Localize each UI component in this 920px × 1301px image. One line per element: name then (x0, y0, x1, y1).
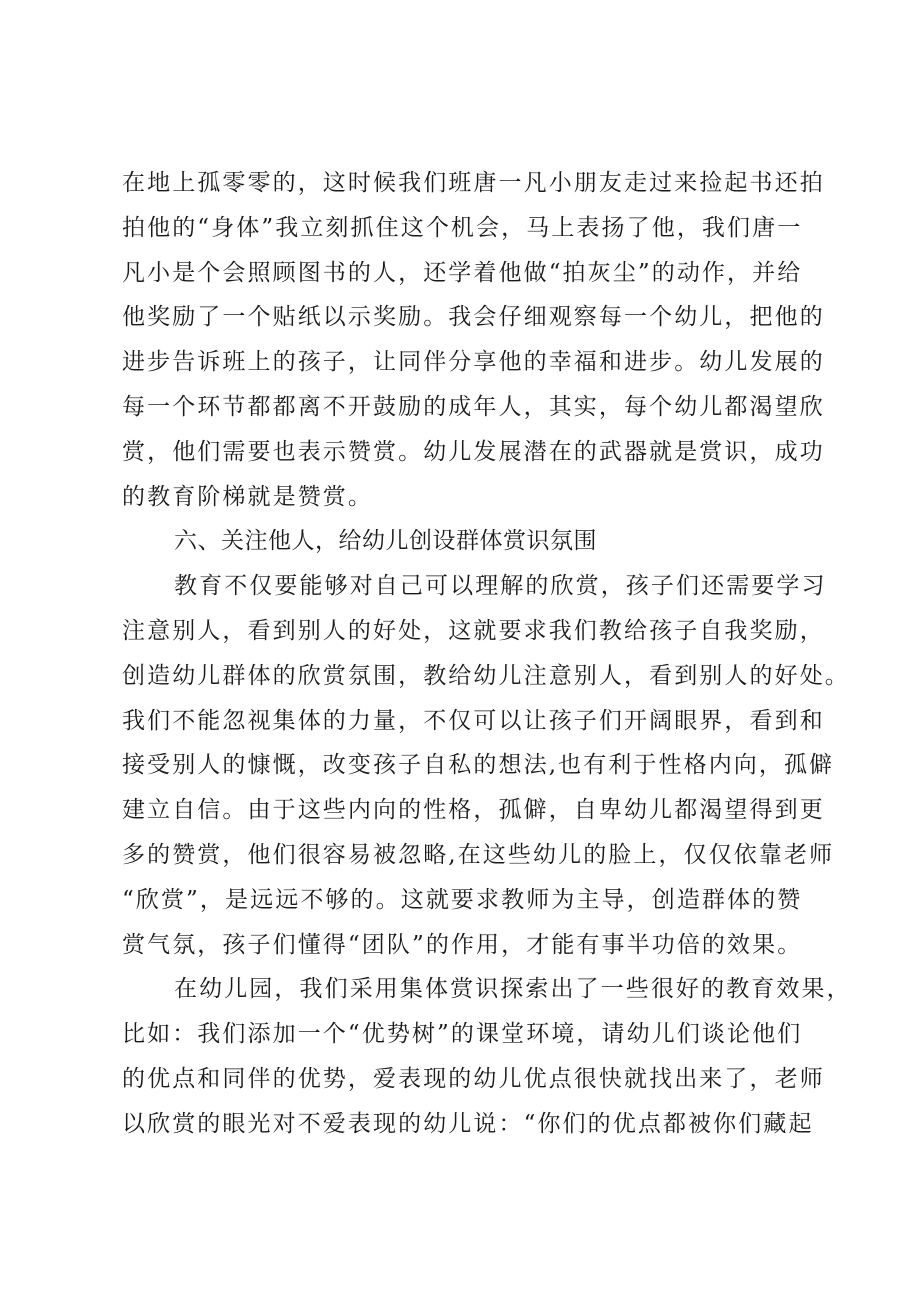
paragraph (122, 564, 850, 967)
text-line: 拍他的“身体”我立刻抓住这个机会，马上表扬了他，我们唐一 (122, 214, 803, 241)
text-line: 赏气氛，孩子们懂得“团队”的作用，才能有事半功倍的效果。 (122, 931, 803, 958)
text-line: 以欣赏的眼光对不爱表现的幼儿说：“你们的优点都被你们藏起 (122, 1110, 814, 1137)
text-line: “欣赏”，是远远不够的。这就要求教师为主导，创造群体的赞 (122, 886, 803, 913)
text-line: 教育不仅要能够对自己可以理解的欣赏，孩子们还需要学习 (174, 573, 827, 600)
text-line: 接受别人的慷慨，改变孩子自私的想法,也有利于性格内向，孤僻 (122, 752, 835, 779)
text-line: 在幼儿园，我们采用集体赏识探索出了一些很好的教育效果， (174, 976, 852, 1003)
document-body (122, 161, 852, 1147)
text-line: 的优点和同伴的优势，爱表现的幼儿优点很快就找出来了，老师 (122, 1065, 825, 1092)
text-line: 在地上孤零零的，这时候我们班唐一凡小朋友走过来捡起书还拍 (122, 170, 825, 196)
text-line: 创造幼儿群体的欣赏氛围，教给幼儿注意别人，看到别人的好处。 (122, 662, 850, 689)
text-line: 的教育阶梯就是赞赏。 (122, 483, 373, 510)
text-line: 我们不能忽视集体的力量，不仅可以让孩子们开阔眼界，看到和 (122, 707, 825, 734)
section-heading (122, 519, 802, 564)
text-line: 凡小是个会照顾图书的人，还学着他做“拍灰尘”的动作，并给 (122, 259, 803, 286)
text-line: 赏，他们需要也表示赞赏。幼儿发展潜在的武器就是赏识，成功 (122, 438, 825, 465)
text-line: 建立自信。由于这些内向的性格，孤僻，自卑幼儿都渴望得到更 (122, 797, 825, 824)
paragraph (122, 161, 825, 519)
text-line: 每一个环节都都离不开鼓励的成年人，其实，每个幼儿都渴望欣 (122, 393, 825, 420)
text-line: 他奖励了一个贴纸以示奖励。我会仔细观察每一个幼儿，把他的 (122, 304, 825, 331)
text-line: 多的赞赏，他们很容易被忽略,在这些幼儿的脸上，仅仅依靠老师 (122, 841, 835, 868)
text-line: 进步告诉班上的孩子，让同伴分享他的幸福和进步。幼儿发展的 (122, 349, 825, 376)
text-line: 比如：我们添加一个“优势树”的课堂环境，请幼儿们谈论他们 (122, 1021, 803, 1048)
text-line: 注意别人，看到别人的好处，这就要求我们教给孩子自我奖励， (122, 617, 825, 644)
section-heading-text: 六、关注他人，给幼儿创设群体赏识氛围 (174, 528, 597, 555)
paragraph (122, 967, 852, 1146)
